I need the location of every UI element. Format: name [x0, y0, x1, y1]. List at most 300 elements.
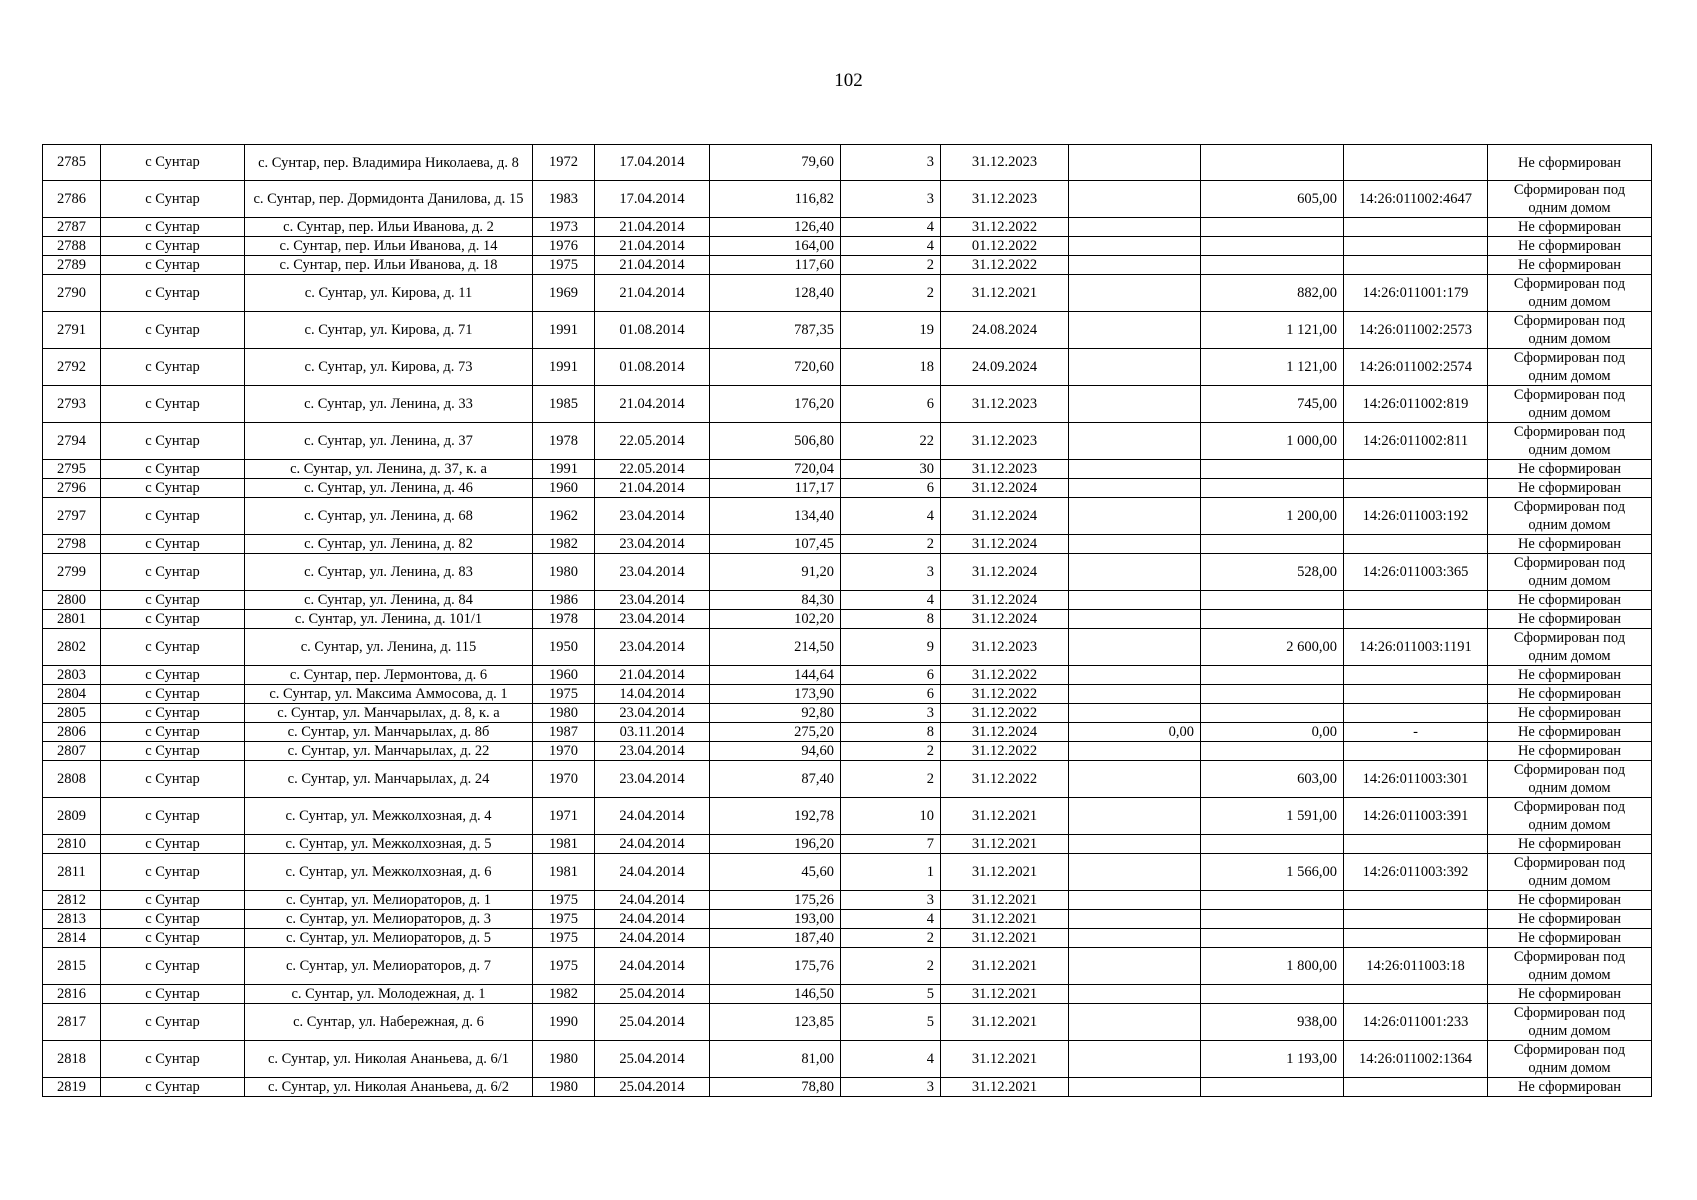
table-row: [43, 985, 1652, 1004]
cell-cadastral: 14:26:011002:4647: [1344, 181, 1488, 218]
cell-col9: [1069, 891, 1201, 910]
cell-status: Не сформирован: [1488, 479, 1652, 498]
cell-date: 25.04.2014: [595, 1041, 710, 1078]
cell-address: с. Сунтар, пер. Владимира Николаева, д. 8: [245, 145, 533, 181]
cell-settlement: с Сунтар: [101, 891, 245, 910]
cell-col9: [1069, 498, 1201, 535]
cell-count: 3: [841, 704, 941, 723]
cell-address: с. Сунтар, ул. Ленина, д. 83: [245, 554, 533, 591]
cell-area: 720,04: [710, 460, 841, 479]
cell-cadastral: [1344, 218, 1488, 237]
cell-col9: [1069, 704, 1201, 723]
cell-status: Не сформирован: [1488, 910, 1652, 929]
cell-land-area: [1201, 685, 1344, 704]
cell-area: 193,00: [710, 910, 841, 929]
cell-status: Не сформирован: [1488, 1078, 1652, 1097]
cell-cadastral: [1344, 666, 1488, 685]
cell-number: 2801: [43, 610, 101, 629]
cell-address: с. Сунтар, ул. Манчарылах, д. 8, к. а: [245, 704, 533, 723]
cell-number: 2789: [43, 256, 101, 275]
table-row: [43, 386, 1652, 423]
table-row: [43, 1078, 1652, 1097]
cell-deadline: 31.12.2022: [941, 218, 1069, 237]
cell-area: 214,50: [710, 629, 841, 666]
table-row: [43, 1004, 1652, 1041]
cell-year: 1980: [533, 1041, 595, 1078]
table-row: [43, 535, 1652, 554]
cell-count: 2: [841, 929, 941, 948]
cell-col9: [1069, 237, 1201, 256]
cell-cadastral: 14:26:011002:819: [1344, 386, 1488, 423]
cell-status: Сформирован под одним домом: [1488, 386, 1652, 423]
cell-number: 2813: [43, 910, 101, 929]
cell-settlement: с Сунтар: [101, 237, 245, 256]
cell-cadastral: 14:26:011003:192: [1344, 498, 1488, 535]
cell-date: 21.04.2014: [595, 666, 710, 685]
cell-year: 1983: [533, 181, 595, 218]
cell-number: 2816: [43, 985, 101, 1004]
cell-area: 176,20: [710, 386, 841, 423]
cell-count: 8: [841, 723, 941, 742]
cell-land-area: [1201, 1078, 1344, 1097]
cell-date: 23.04.2014: [595, 535, 710, 554]
cell-land-area: [1201, 985, 1344, 1004]
cell-address: с. Сунтар, ул. Максима Аммосова, д. 1: [245, 685, 533, 704]
cell-deadline: 31.12.2021: [941, 1004, 1069, 1041]
cell-area: 175,76: [710, 948, 841, 985]
cell-land-area: 1 591,00: [1201, 798, 1344, 835]
cell-settlement: с Сунтар: [101, 798, 245, 835]
cell-deadline: 31.12.2024: [941, 498, 1069, 535]
cell-count: 2: [841, 535, 941, 554]
cell-area: 173,90: [710, 685, 841, 704]
cell-cadastral: 14:26:011002:2573: [1344, 312, 1488, 349]
cell-settlement: с Сунтар: [101, 591, 245, 610]
cell-address: с. Сунтар, ул. Ленина, д. 46: [245, 479, 533, 498]
table-row: [43, 723, 1652, 742]
cell-address: с. Сунтар, ул. Межколхозная, д. 4: [245, 798, 533, 835]
cell-count: 3: [841, 891, 941, 910]
cell-number: 2807: [43, 742, 101, 761]
cell-year: 1982: [533, 985, 595, 1004]
table-row: [43, 910, 1652, 929]
table-row: [43, 666, 1652, 685]
cell-cadastral: [1344, 1078, 1488, 1097]
cell-area: 175,26: [710, 891, 841, 910]
table-row: [43, 742, 1652, 761]
cell-year: 1962: [533, 498, 595, 535]
table-row: [43, 275, 1652, 312]
cell-status: Не сформирован: [1488, 666, 1652, 685]
cell-land-area: 603,00: [1201, 761, 1344, 798]
cell-area: 78,80: [710, 1078, 841, 1097]
cell-land-area: 605,00: [1201, 181, 1344, 218]
cell-settlement: с Сунтар: [101, 610, 245, 629]
cell-col9: [1069, 854, 1201, 891]
cell-number: 2787: [43, 218, 101, 237]
cell-area: 720,60: [710, 349, 841, 386]
cell-number: 2811: [43, 854, 101, 891]
cell-area: 164,00: [710, 237, 841, 256]
cell-col9: [1069, 1004, 1201, 1041]
cell-year: 1975: [533, 685, 595, 704]
cell-settlement: с Сунтар: [101, 1041, 245, 1078]
housing-register-table: [42, 144, 1652, 1097]
table-row: [43, 349, 1652, 386]
cell-cadastral: 14:26:011003:1191: [1344, 629, 1488, 666]
cell-date: 17.04.2014: [595, 145, 710, 181]
cell-address: с. Сунтар, ул. Кирова, д. 11: [245, 275, 533, 312]
table-row: [43, 948, 1652, 985]
cell-cadastral: [1344, 256, 1488, 275]
cell-area: 116,82: [710, 181, 841, 218]
cell-settlement: с Сунтар: [101, 535, 245, 554]
cell-status: Сформирован под одним домом: [1488, 423, 1652, 460]
cell-number: 2788: [43, 237, 101, 256]
page-number: 102: [834, 70, 863, 91]
cell-cadastral: 14:26:011003:365: [1344, 554, 1488, 591]
cell-cadastral: 14:26:011003:392: [1344, 854, 1488, 891]
cell-settlement: с Сунтар: [101, 685, 245, 704]
cell-settlement: с Сунтар: [101, 256, 245, 275]
cell-date: 24.04.2014: [595, 891, 710, 910]
cell-address: с. Сунтар, пер. Дормидонта Данилова, д. 15: [245, 181, 533, 218]
cell-year: 1972: [533, 145, 595, 181]
cell-number: 2818: [43, 1041, 101, 1078]
cell-status: Не сформирован: [1488, 985, 1652, 1004]
cell-number: 2817: [43, 1004, 101, 1041]
cell-year: 1975: [533, 910, 595, 929]
cell-date: 23.04.2014: [595, 554, 710, 591]
cell-count: 4: [841, 237, 941, 256]
cell-cadastral: [1344, 891, 1488, 910]
cell-land-area: [1201, 256, 1344, 275]
cell-address: с. Сунтар, ул. Набережная, д. 6: [245, 1004, 533, 1041]
cell-count: 6: [841, 666, 941, 685]
cell-status: Не сформирован: [1488, 742, 1652, 761]
cell-col9: [1069, 948, 1201, 985]
cell-deadline: 31.12.2021: [941, 910, 1069, 929]
cell-year: 1991: [533, 312, 595, 349]
cell-settlement: с Сунтар: [101, 423, 245, 460]
cell-number: 2802: [43, 629, 101, 666]
cell-col9: [1069, 610, 1201, 629]
cell-area: 107,45: [710, 535, 841, 554]
cell-deadline: 31.12.2021: [941, 798, 1069, 835]
cell-status: Сформирован под одним домом: [1488, 312, 1652, 349]
cell-address: с. Сунтар, ул. Ленина, д. 37, к. а: [245, 460, 533, 479]
cell-date: 21.04.2014: [595, 256, 710, 275]
cell-area: 84,30: [710, 591, 841, 610]
cell-deadline: 31.12.2023: [941, 145, 1069, 181]
cell-number: 2812: [43, 891, 101, 910]
cell-cadastral: [1344, 929, 1488, 948]
cell-date: 03.11.2014: [595, 723, 710, 742]
cell-col9: [1069, 275, 1201, 312]
cell-area: 126,40: [710, 218, 841, 237]
cell-col9: [1069, 929, 1201, 948]
cell-col9: [1069, 460, 1201, 479]
cell-count: 2: [841, 256, 941, 275]
cell-land-area: [1201, 666, 1344, 685]
cell-land-area: 1 193,00: [1201, 1041, 1344, 1078]
cell-area: 92,80: [710, 704, 841, 723]
cell-count: 8: [841, 610, 941, 629]
cell-land-area: 882,00: [1201, 275, 1344, 312]
cell-land-area: [1201, 218, 1344, 237]
cell-cadastral: [1344, 685, 1488, 704]
cell-address: с. Сунтар, ул. Ленина, д. 101/1: [245, 610, 533, 629]
cell-year: 1975: [533, 891, 595, 910]
cell-deadline: 01.12.2022: [941, 237, 1069, 256]
cell-address: с. Сунтар, пер. Ильи Иванова, д. 18: [245, 256, 533, 275]
table-row: [43, 685, 1652, 704]
cell-land-area: [1201, 704, 1344, 723]
table-row: [43, 218, 1652, 237]
cell-count: 7: [841, 835, 941, 854]
cell-address: с. Сунтар, ул. Ленина, д. 68: [245, 498, 533, 535]
cell-cadastral: [1344, 742, 1488, 761]
cell-deadline: 31.12.2021: [941, 929, 1069, 948]
cell-land-area: [1201, 835, 1344, 854]
cell-col9: [1069, 1041, 1201, 1078]
cell-deadline: 31.12.2024: [941, 554, 1069, 591]
cell-settlement: с Сунтар: [101, 554, 245, 591]
cell-col9: [1069, 985, 1201, 1004]
cell-deadline: 31.12.2024: [941, 479, 1069, 498]
cell-col9: [1069, 629, 1201, 666]
cell-date: 23.04.2014: [595, 629, 710, 666]
cell-date: 24.04.2014: [595, 798, 710, 835]
cell-col9: [1069, 218, 1201, 237]
cell-address: с. Сунтар, ул. Молодежная, д. 1: [245, 985, 533, 1004]
cell-land-area: [1201, 910, 1344, 929]
cell-deadline: 31.12.2022: [941, 666, 1069, 685]
cell-address: с. Сунтар, ул. Николая Ананьева, д. 6/2: [245, 1078, 533, 1097]
cell-deadline: 31.12.2021: [941, 985, 1069, 1004]
cell-count: 3: [841, 181, 941, 218]
cell-area: 94,60: [710, 742, 841, 761]
cell-date: 23.04.2014: [595, 610, 710, 629]
cell-deadline: 31.12.2021: [941, 891, 1069, 910]
cell-number: 2792: [43, 349, 101, 386]
cell-settlement: с Сунтар: [101, 145, 245, 181]
cell-settlement: с Сунтар: [101, 629, 245, 666]
cell-settlement: с Сунтар: [101, 1004, 245, 1041]
cell-col9: [1069, 910, 1201, 929]
cell-date: 21.04.2014: [595, 275, 710, 312]
cell-date: 23.04.2014: [595, 591, 710, 610]
cell-count: 5: [841, 985, 941, 1004]
cell-area: 146,50: [710, 985, 841, 1004]
table-row: [43, 312, 1652, 349]
cell-area: 117,17: [710, 479, 841, 498]
cell-year: 1981: [533, 835, 595, 854]
cell-address: с. Сунтар, пер. Ильи Иванова, д. 14: [245, 237, 533, 256]
cell-land-area: 528,00: [1201, 554, 1344, 591]
cell-col9: [1069, 312, 1201, 349]
cell-count: 1: [841, 854, 941, 891]
table-row: [43, 1041, 1652, 1078]
table-row: [43, 610, 1652, 629]
cell-land-area: [1201, 742, 1344, 761]
table-body: [43, 145, 1652, 1097]
cell-address: с. Сунтар, ул. Ленина, д. 115: [245, 629, 533, 666]
cell-status: Сформирован под одним домом: [1488, 349, 1652, 386]
cell-year: 1978: [533, 610, 595, 629]
cell-land-area: 938,00: [1201, 1004, 1344, 1041]
cell-number: 2810: [43, 835, 101, 854]
cell-count: 4: [841, 1041, 941, 1078]
cell-cadastral: 14:26:011002:1364: [1344, 1041, 1488, 1078]
cell-area: 91,20: [710, 554, 841, 591]
cell-count: 2: [841, 742, 941, 761]
cell-count: 4: [841, 591, 941, 610]
cell-number: 2814: [43, 929, 101, 948]
cell-col9: 0,00: [1069, 723, 1201, 742]
cell-date: 23.04.2014: [595, 742, 710, 761]
cell-year: 1985: [533, 386, 595, 423]
cell-year: 1991: [533, 460, 595, 479]
cell-col9: [1069, 349, 1201, 386]
cell-area: 79,60: [710, 145, 841, 181]
cell-count: 4: [841, 910, 941, 929]
cell-year: 1975: [533, 948, 595, 985]
cell-land-area: 1 121,00: [1201, 349, 1344, 386]
cell-settlement: с Сунтар: [101, 854, 245, 891]
cell-area: 506,80: [710, 423, 841, 460]
cell-land-area: 2 600,00: [1201, 629, 1344, 666]
table-row: [43, 798, 1652, 835]
cell-year: 1969: [533, 275, 595, 312]
cell-col9: [1069, 798, 1201, 835]
cell-number: 2819: [43, 1078, 101, 1097]
table-row: [43, 761, 1652, 798]
cell-number: 2797: [43, 498, 101, 535]
cell-col9: [1069, 835, 1201, 854]
cell-date: 23.04.2014: [595, 498, 710, 535]
cell-status: Сформирован под одним домом: [1488, 498, 1652, 535]
cell-land-area: [1201, 535, 1344, 554]
cell-settlement: с Сунтар: [101, 929, 245, 948]
cell-col9: [1069, 181, 1201, 218]
cell-col9: [1069, 535, 1201, 554]
cell-date: 24.04.2014: [595, 948, 710, 985]
cell-area: 196,20: [710, 835, 841, 854]
cell-address: с. Сунтар, ул. Ленина, д. 33: [245, 386, 533, 423]
cell-settlement: с Сунтар: [101, 1078, 245, 1097]
cell-date: 25.04.2014: [595, 1004, 710, 1041]
cell-status: Сформирован под одним домом: [1488, 1004, 1652, 1041]
cell-area: 275,20: [710, 723, 841, 742]
cell-count: 5: [841, 1004, 941, 1041]
cell-settlement: с Сунтар: [101, 181, 245, 218]
cell-deadline: 31.12.2021: [941, 948, 1069, 985]
cell-address: с. Сунтар, ул. Кирова, д. 73: [245, 349, 533, 386]
cell-deadline: 31.12.2021: [941, 1078, 1069, 1097]
cell-settlement: с Сунтар: [101, 948, 245, 985]
cell-land-area: 1 000,00: [1201, 423, 1344, 460]
table-row: [43, 704, 1652, 723]
table-row: [43, 460, 1652, 479]
table-row: [43, 629, 1652, 666]
cell-cadastral: [1344, 835, 1488, 854]
cell-settlement: с Сунтар: [101, 312, 245, 349]
cell-deadline: 24.09.2024: [941, 349, 1069, 386]
cell-date: 21.04.2014: [595, 386, 710, 423]
cell-deadline: 31.12.2021: [941, 835, 1069, 854]
cell-number: 2815: [43, 948, 101, 985]
cell-count: 19: [841, 312, 941, 349]
cell-address: с. Сунтар, пер. Лермонтова, д. 6: [245, 666, 533, 685]
cell-address: с. Сунтар, ул. Ленина, д. 84: [245, 591, 533, 610]
cell-address: с. Сунтар, ул. Мелиораторов, д. 5: [245, 929, 533, 948]
cell-address: с. Сунтар, ул. Межколхозная, д. 5: [245, 835, 533, 854]
cell-date: 24.04.2014: [595, 835, 710, 854]
cell-date: 24.04.2014: [595, 854, 710, 891]
cell-deadline: 31.12.2023: [941, 460, 1069, 479]
cell-cadastral: 14:26:011003:301: [1344, 761, 1488, 798]
cell-settlement: с Сунтар: [101, 666, 245, 685]
cell-date: 21.04.2014: [595, 237, 710, 256]
cell-land-area: [1201, 610, 1344, 629]
cell-count: 2: [841, 948, 941, 985]
cell-number: 2798: [43, 535, 101, 554]
cell-settlement: с Сунтар: [101, 349, 245, 386]
cell-deadline: 31.12.2022: [941, 761, 1069, 798]
cell-number: 2786: [43, 181, 101, 218]
cell-count: 3: [841, 1078, 941, 1097]
cell-deadline: 31.12.2021: [941, 275, 1069, 312]
cell-settlement: с Сунтар: [101, 985, 245, 1004]
cell-year: 1981: [533, 854, 595, 891]
cell-land-area: [1201, 891, 1344, 910]
cell-count: 3: [841, 145, 941, 181]
cell-date: 24.04.2014: [595, 929, 710, 948]
cell-col9: [1069, 685, 1201, 704]
table-row: [43, 891, 1652, 910]
cell-settlement: с Сунтар: [101, 742, 245, 761]
cell-year: 1970: [533, 761, 595, 798]
cell-deadline: 31.12.2021: [941, 854, 1069, 891]
cell-area: 102,20: [710, 610, 841, 629]
cell-date: 01.08.2014: [595, 349, 710, 386]
table-row: [43, 591, 1652, 610]
table-row: [43, 554, 1652, 591]
cell-land-area: [1201, 591, 1344, 610]
cell-address: с. Сунтар, ул. Манчарылах, д. 24: [245, 761, 533, 798]
cell-land-area: [1201, 929, 1344, 948]
cell-status: Не сформирован: [1488, 145, 1652, 181]
cell-status: Не сформирован: [1488, 929, 1652, 948]
cell-number: 2809: [43, 798, 101, 835]
cell-col9: [1069, 554, 1201, 591]
cell-cadastral: 14:26:011002:811: [1344, 423, 1488, 460]
cell-number: 2799: [43, 554, 101, 591]
cell-deadline: 31.12.2023: [941, 423, 1069, 460]
cell-date: 25.04.2014: [595, 985, 710, 1004]
cell-count: 3: [841, 554, 941, 591]
cell-address: с. Сунтар, ул. Мелиораторов, д. 1: [245, 891, 533, 910]
cell-number: 2806: [43, 723, 101, 742]
table-row: [43, 145, 1652, 181]
cell-status: Сформирован под одним домом: [1488, 181, 1652, 218]
cell-col9: [1069, 256, 1201, 275]
cell-land-area: [1201, 460, 1344, 479]
cell-land-area: 1 200,00: [1201, 498, 1344, 535]
cell-number: 2791: [43, 312, 101, 349]
cell-status: Не сформирован: [1488, 591, 1652, 610]
